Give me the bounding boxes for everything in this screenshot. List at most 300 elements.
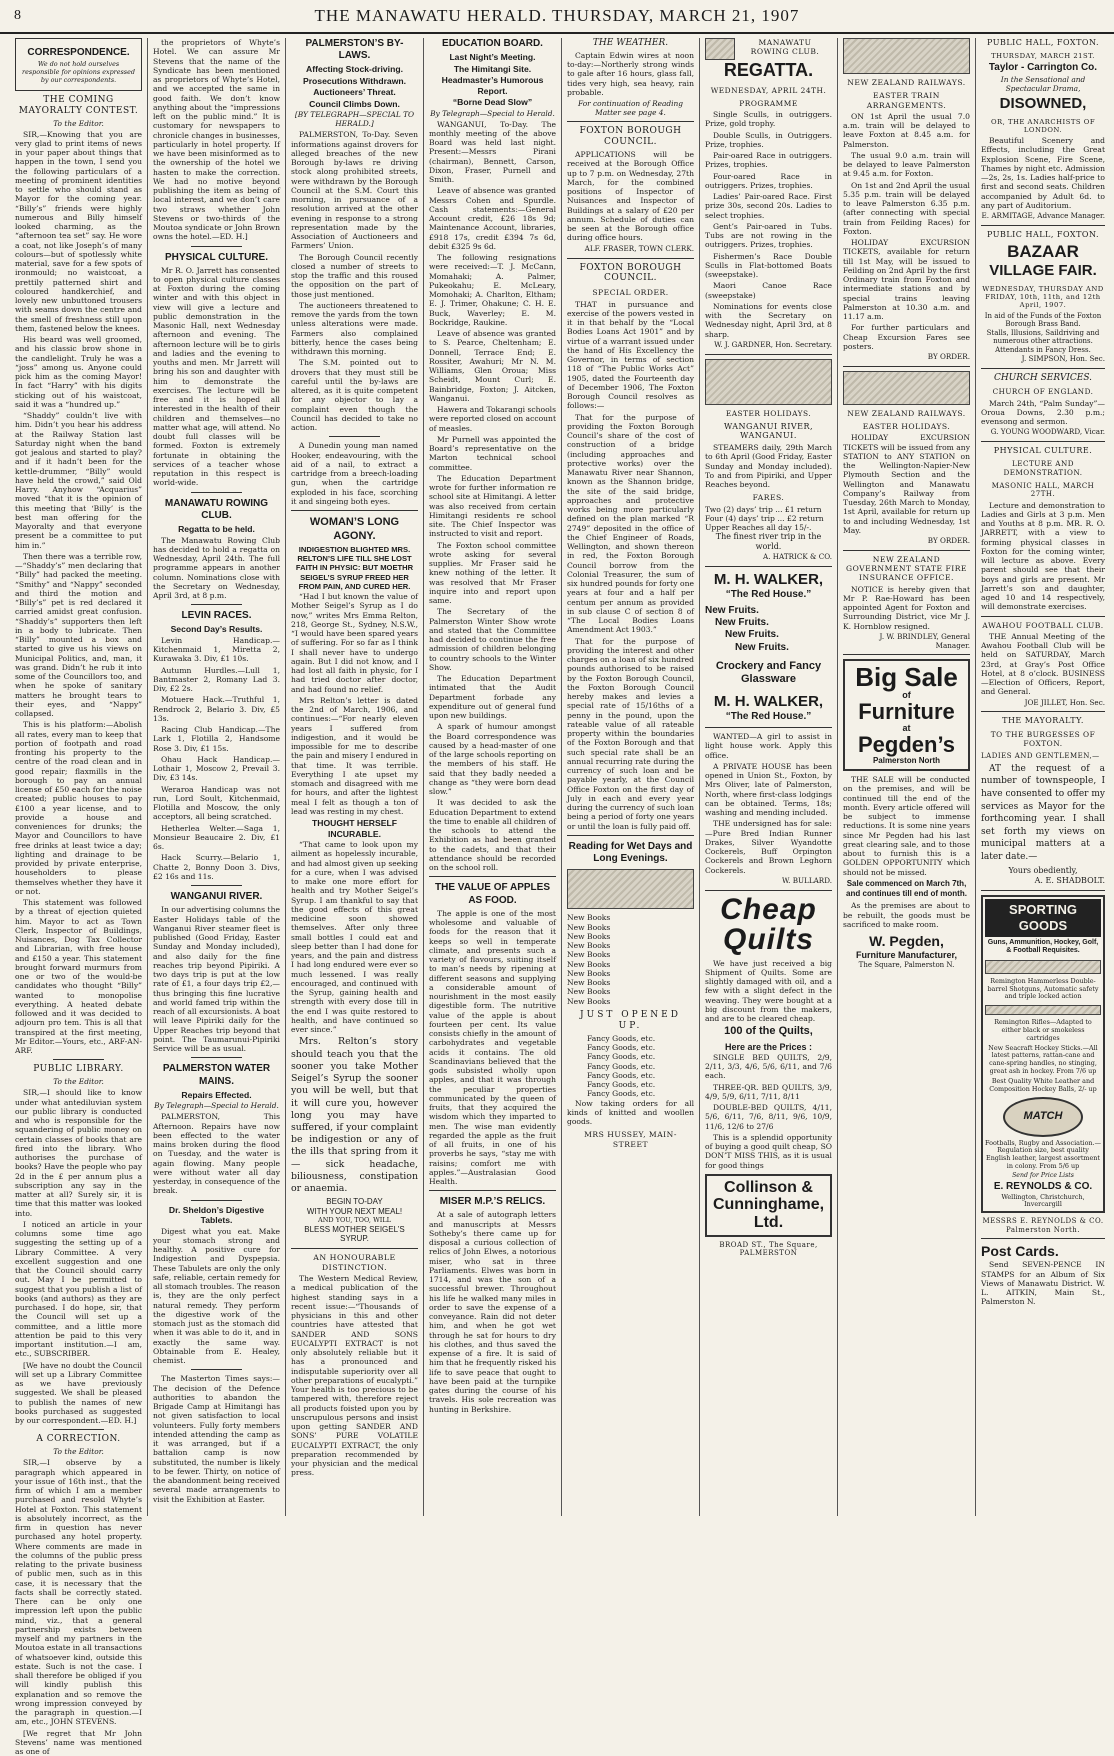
article-heading: WANGANUI RIVER. [170, 891, 263, 903]
divider [981, 225, 1105, 226]
advert-signature: W. J. GARDNER, Hon. Secretary. [714, 339, 832, 349]
race-result: Autumn Hurdles.—Lull 1, Bantmaster 2, Romany Lad 3. Div, £2 2s. [153, 665, 280, 694]
advert-title: M. H. WALKER, [713, 570, 824, 588]
advert-address: The Square, Palmerston N. [858, 961, 955, 970]
article-paragraph: The Manawatu Rowing Club has decided to hold a regatta on Wednesday, April 24th. The full programme appears in another column. Nominations close with the Secretary on Wednesday, April 3rd, at 8 p.m. [153, 535, 280, 601]
advert-line: In the Sensational and Spectacular Drama, [1000, 75, 1086, 94]
advert-subheading: Here are the Prices : [724, 1041, 813, 1052]
article-paragraph: The Secretary of the Palmerston Winter Show wrote and stated that the Committee had decided to continue the free admission of children belonging to country schools to the Winter Show. [429, 607, 556, 672]
list-item: New Books [567, 987, 611, 997]
article-subheading: Auctioneers’ Threat. [313, 87, 396, 98]
advert-paragraph: THE Annual Meeting of the Awahou Football Club will be held on SATURDAY, March 23rd, at Gray’s Post Office Hotel, at 8 o’clock. BUSINESS—Election of Officers, Report, and General. [981, 631, 1105, 697]
letter-paragraph: Then there was a terrible row,—“Shaddy’s” men declaring that “Billy” had packed the meeting. “Smithy” and “Nappy” seconded and third the motion and “Billy’s” pet is red declared it carried amidst great confusion. “Shaddy’s” supporters then left in a body to lubricate. Then “Billy” mounted a box and started to give us his views on Municipal Politics, and, man, it was grand. Didn’t he rub it into some of the Councillors too, and when he spoke of sanitary matters he brought tears to their eyes, and “Nappy” collapsed. [15, 551, 142, 719]
article-paragraph: WANGANUI, To-Day. The monthly meeting of the above Board was held last night. Present:—Messrs Pirani (chairman), Bennett, Carson, Dixon, Fraser, Purnell and Smith. [429, 119, 556, 185]
article-paragraph: Mr R. O. Jarrett has consented to open physical culture classes at Foxton during the coming winter and with this object in view will give a lecture and public demonstration in the Masonic Hall, next Wednesday afternoon and evening. The afternoon lecture will be to girls and ladies and the evening to youths and men. Mr Jarrett will bring his son and daughter with him to demonstrate the exercises. The lecture will be free and it is hoped all interested in the health of their children and themselves—no matter what age, will attend. No doubt full classes will be formed. Foxton is extremely fortunate in obtaining the services of a teacher whose reputation in this respect is world-wide. [153, 265, 280, 488]
advert-title: Post Cards. [981, 1243, 1059, 1260]
notice-paragraph: THAT in pursuance and exercise of the powers vested in it in that behalf by the “Local Bodies Loans Act 1901” and by virtue of a warrant issued under the hand of His Excellency the Governor, in terms of section 118 of “The Public Works Act” 1905, dated the Fourteenth day of December 1906, The Foxton Borough Council resolves as follows:— [567, 299, 694, 411]
advert-line: New Fruits. [735, 641, 789, 653]
programme-item: Maori Canoe Race (sweepstake) [705, 281, 832, 300]
advert-date: WEDNESDAY, THURSDAY AND FRIDAY, 10th, 11th, and 12th April, 1907. [982, 284, 1104, 310]
advert-title: SPORTING GOODS [985, 899, 1101, 937]
advert-signature: A. E. SHADBOLT. [1034, 876, 1105, 886]
letter-paragraph: SIR,—Knowing that you are very glad to print items of news in your paper about things that happen in the town, I send you the following particulars of a meeting of prominent identities to settle who should stand as Mayor for the coming year. “Billy’s” friends were highly numerous and Billy himself looked charming, as the “afternoon tea set” say. He wore a coat, not like Joseph’s of many colours—but of spotlessly white material, save for a few spots of ironmould; no waistcoat, a prettily patterned shirt and coloured handkerchief, and lovely new unbuttoned trousers with seams down the centre and the smell of freshness still upon them, fastened below the knees. [15, 129, 142, 333]
article-subheading: Prosecutions Withdrawn. [302, 75, 407, 86]
shotgun-illustration [985, 960, 1101, 974]
masthead-title: THE MANAWATU HERALD. THURSDAY, MARCH 21, 1907 [314, 6, 800, 25]
masthead [0, 0, 1114, 34]
advert-title: Quilts [722, 922, 814, 956]
article-paragraph: Captain Edwin wires at noon to-day:—Northerly strong winds to gale after 16 hours, glass fall, tides very high, sea heavy, rain probable. [567, 50, 694, 97]
advert-heading: Reading for Wet Days and Long Evenings. [568, 840, 693, 865]
divider [191, 492, 242, 493]
notice-heading: FOXTON BOROUGH COUNCIL. [579, 126, 682, 148]
divider [705, 354, 832, 355]
list-item: Fancy Goods, etc. [587, 1043, 656, 1052]
advert-signature: W. BULLARD. [782, 875, 832, 885]
column-8 [976, 38, 1110, 1516]
list-item: New Books [567, 913, 611, 923]
advert-date: THURSDAY, MARCH 21ST. [991, 51, 1095, 60]
advert-paragraph: As the premises are about to be rebuilt, the goods must be sacrificed to make room. [843, 901, 970, 929]
list-item: New Books [567, 978, 611, 988]
article-paragraph: PALMERSTON, This Afternoon. Repairs have now been effected to the water mains broken during the flood on Tuesday, and the water is again flowing. Many people were without water all day yesterday, in consequence of the break. [153, 1112, 280, 1196]
list-item: New Books [567, 922, 611, 932]
advert-line: LADIES AND GENTLEMEN,— [981, 752, 1100, 761]
article-paragraph: The Masterton Times says:—The decision of the Defence authorities to abandon the Brigade Camp at Himitangi has not given satisfaction to local volunteers. Fully forty members intended attending the camp as it was arranged, but if a battalion camp is now substituted, the number is likely to be fewer. Thirty, on notice of the abandonment being received several made arrangements to visit the Exhibition at Easter. [153, 1374, 280, 1504]
list-item: Fancy Goods, etc. [587, 1052, 656, 1062]
advert-date: WEDNESDAY, APRIL 24TH. [710, 85, 827, 95]
article-heading: PHYSICAL CULTURE. [165, 251, 268, 263]
fare-line: Two (2) days’ trip ... £1 return [705, 504, 822, 514]
advert-paragraph: For further particulars and Cheap Excursion Fares see posters. [843, 323, 970, 351]
list-item: Fancy Goods, etc. [587, 1089, 656, 1099]
advert-paragraph: NOTICE is hereby given that Mr P. Rae-Howard has been appointed Agent for Foxton and Surrounding District, vice Mr J. K. Hornblow resigned. [843, 584, 970, 631]
advert-line: at [902, 723, 911, 734]
divider [191, 1200, 242, 1201]
article-heading: MISER M.P.’S RELICS. [439, 1196, 546, 1208]
letter-to: To the Editor. [53, 1077, 104, 1087]
list-item: Fancy Goods, etc. [587, 1080, 656, 1089]
divider [191, 1369, 242, 1370]
advert-heading: WANGANUI RIVER, WANGANUI. [723, 421, 814, 441]
notice-signature: ALF. FRASER, TOWN CLERK. [584, 243, 694, 253]
divider [705, 566, 832, 567]
advert-subheading: TO THE BURGESSES OF FOXTON. [990, 730, 1096, 749]
pegden-box [843, 659, 970, 771]
advert-line: Furniture Manufacturer, [855, 950, 957, 961]
column-7 [838, 38, 976, 1516]
article-paragraph: A Dunedin young man named Hooker, endeavouring, with the aid of a nail, to extract a cartridge from a breech-loading gun, when the cartridge exploded in his face, scorching it and singeing both eyes. [291, 441, 418, 506]
advert-title: M. H. WALKER, [713, 692, 824, 710]
article-paragraph: It was decided to ask the Education Department to extend the time to enable all children of the schools to attend the Exhibition as had been granted to the cadets, and that their attendance should be recorded on the school roll. [429, 798, 556, 873]
list-item: New Books [567, 950, 611, 960]
notice-paragraph: That for the purpose of providing the Foxton Borough Council’s share of the cost of construction of a bridge (including approaches and protective works) over the Manawatu River near Shannon, known as the Shannon bridge, the site of the said bridge, approaches and protective works being more particularly defined on the plan marked “R 2749” deposited in the office of the Chief Engineer of Roads, Wellington, and shown thereon in red, the Foxton Borough Council borrow from the Colonial Treasurer, the sum of six hundred pounds for forty one years at four and a half per centum per annum as provided in sub clause C of section 8 of “The Local Bodies Loans Amendment Act 1903.” [567, 412, 694, 635]
price-line: DOUBLE-BED QUILTS, 4/11, 5/6, 6/11, 7/6, 8/11, 9/6, 10/9, 11/6, 12/6 to 27/6 [705, 1103, 832, 1131]
list-item: Fancy Goods, etc. [587, 1061, 656, 1071]
advert-paragraph: Mrs Relton’s letter is dated the 2nd of March, 1906, and continues:—“For nearly eleven years I suffered from indigestion, and it would be impossible for me to describe the pain and misery I endured in that time. It was terrible. Everything I ate upset my stomach and disagreed with me for hours, and after the lightest meal I felt as though a ton of lead was resting in my chest. [291, 695, 418, 816]
article-paragraph: The auctioneers threatened to remove the yards from the town unless alterations were made. Farmers also complained bitterly, hence the cases being withdrawn this morning. [291, 300, 418, 357]
advert-line: Best Quality White Leather and Composition Hockey Balls, 2/- up [989, 1076, 1097, 1093]
advert-line: 100 of the Quilts, [724, 1025, 813, 1038]
advert-subtitle: OR, THE ANARCHISTS OF LONDON. [990, 117, 1096, 134]
article-subheading: Headmaster’s Humorous Report. [441, 75, 544, 96]
article-paragraph: The S.M. pointed out to drovers that they must still be careful until the by-laws are altered, as it is quite competent for any objector to lay a complaint even though the Council has decided to take no action. [291, 358, 418, 433]
divider [53, 1429, 104, 1430]
article-paragraph: Mr Purnell was appointed the Board’s representative on the Marton technical school committee. [429, 434, 556, 472]
divider [567, 835, 694, 836]
advert-signature: MRS HUSSEY, MAIN-STREET [584, 1130, 677, 1149]
advert-subtitle: “The Red House.” [725, 710, 812, 722]
article-heading: MANAWATU ROWING CLUB. [164, 497, 269, 521]
list-item: New Books [567, 996, 611, 1006]
divider [843, 550, 970, 551]
advert-paragraph: HOLIDAY EXCURSION TICKETS, available for return till 1st May, will be issued to Feilding on 2nd April by the first Ordinary train from Foxton and intermediate stations and by special trains leaving Palmerston at 10.30 a.m. and 11.17 a.m. [843, 238, 970, 321]
list-item: New Books [567, 931, 611, 941]
advert-paragraph: This is a splendid opportunity of buying a good quilt cheap, SO DON’T MISS THIS, as it is usual for good things [705, 1132, 832, 1170]
programme-item: Single Sculls, in outriggers. Prize, gold trophy. [705, 110, 832, 129]
advert-line: Footballs, Rugby and Association.—Regulation size, best quality English leather, largest assortment in colony. From 5/6 up [985, 1138, 1101, 1170]
advert-subheading: Guns, Ammunition, Hockey, Golf, & Football Requisites. [987, 938, 1099, 955]
list-item: Fancy Goods, etc. [587, 1033, 656, 1043]
advert-line: Remington Rifles—Adapted to either black or smokeless cartridges [994, 1018, 1092, 1042]
advert-subheading: EASTER HOLIDAYS. [862, 422, 951, 432]
advert-heading: PUBLIC HALL, FOXTON. [986, 229, 1100, 239]
advert-address: BROAD ST., The Square, PALMERSTON [719, 1240, 818, 1258]
letter-to: To the Editor. [53, 118, 104, 128]
correspondence-heading: CORRESPONDENCE. [27, 47, 130, 58]
advert-paragraph: March 24th, “Palm Sunday”—Oroua Downs, 2.30 p.m.; evensong and sermon. [981, 398, 1105, 427]
advert-title: E. REYNOLDS & CO. [993, 1181, 1093, 1193]
advert-line: AND YOU, TOO, WILL [318, 1215, 391, 1224]
race-result: Hack Scurry.—Belario 1, Chatte 2, Bonny Doon 3. Divs, £2 16s and 11s. [153, 853, 280, 881]
article-paragraph: In our advertising columns the Easter Holidays table of the Wanganui River steamer fleet is published (Good Friday, Easter Sunday and Monday included), and also daily for the fine reaches trip beyond Pipiriki. A two days trip is put at the low rate of £1, a four days trip £2,—thus bringing this fine lucrative and world famed trip within the reach of all excursionists. A boat will leave Pipiriki daily for the Upper Reaches trip beyond that point. The Taumarunui-Pipiriki Service will be as usual. [153, 905, 280, 1054]
divider [981, 890, 1105, 891]
continuation-note: For continuation of Reading Matter see page 4. [577, 99, 684, 118]
article-paragraph: The Foxton school committee wrote asking for several supplies. Mr Fraser said he knew nothing of the letter. It was resolved that Mr Fraser inquire into and report upon same. [429, 540, 556, 606]
column-4 [424, 38, 562, 1516]
divider [291, 1248, 418, 1249]
advert-paragraph: THE undersigned has for sale:—Pure Bred Indian Runner Drakes, Silver Wyandotte Cockerels, Buff Orpington Cockerels and Brown Leghorn Cockerels. [705, 819, 832, 875]
notice-paragraph: That for the purpose of providing the interest and other charges on a loan of six hundred pounds authorised to be raised by the Foxton Borough Council, the Foxton Borough Council hereby makes and levies a special rate of 15/16ths of a penny in the pound, upon the rateable value of all rateable property within the boundaries of the Foxton Borough and that such special rate shall be an annual recurring rate during the currency of such loan and be payable yearly, at the Council Office Foxton on the first day of July in each and every year during the currency of such loan being a period of forty one years or until the loan is fully paid off. [567, 636, 694, 831]
advert-line: Yours obediently, [1008, 865, 1078, 875]
advert-title: BAZAAR [1007, 241, 1079, 261]
divider [843, 654, 970, 655]
advert-subheading: EASTER TRAIN ARRANGEMENTS. [866, 91, 947, 110]
race-result: Motuere Hack.—Truthful 1, Rendrock 2, Belario 3. Div, £5 13s. [153, 695, 280, 723]
advert-date: MASONIC HALL, MARCH 27TH. [991, 481, 1095, 499]
advert-paragraph: Nominations for events close with the Secretary on Wednesday night, April 3rd, at 8 sharp. [705, 301, 832, 339]
article-paragraph: The following resignations were received:—T. J. McCann, Momahaki; A. Palmer, Pukeokahu; E. McLeary, Momohaki; A. Charlton, Eltham; E. J. Trimer, Ohakune; C. H. E. Buck, Waverley; E. M. Bockridge, Raukine. [429, 253, 556, 327]
list-item: New Books [567, 968, 611, 978]
advert-signature: J. W. BRINDLEY, General Manager. [879, 631, 970, 650]
advert-subheading: INDIGESTION BLIGHTED MRS. RELTON’S LIFE TILL SHE LOST FAITH IN PHYSIC: BUT MOETHR SEIGEL’S SYRUP FREED HER FROM PAIN, AND CURED HER. [295, 544, 414, 591]
telegraph-line: [BY TELEGRAPH—SPECIAL TO HERALD.] [294, 110, 415, 129]
advert-paragraph: HOLIDAY EXCURSION TICKETS will be issued from any STATION to ANY STATION on the Wellington-Napier-New Plymouth Section and the Wellington and Manawatu Company’s Railway from Tuesday, 26th March to Monday, 1st April, available for return up to and including Wednesday, 1st May. [843, 433, 970, 535]
advert-paragraph: Send SEVEN-PENCE IN STAMPS for an Album of Six Views of Manawatu District. W. L. AITKIN, Main St., Palmerston N. [981, 1260, 1105, 1307]
article-paragraph: The Education Department intimated that the Audit Department forbade any expenditure out of general fund upon new buildings. [429, 674, 556, 721]
divider [429, 876, 556, 877]
divider [981, 441, 1105, 442]
divider [191, 246, 242, 247]
advert-paragraph: Lecture and demonstration to Ladies and Girls at 3 p.m. Men and Youths at 8 p.m. MR. R. O. JARRETT, with a view to forming physical classes in Foxton for the coming winter, will lecture as above. Every parent should see that their boys and girls are present. Mr Jarrett’s son and daughter, aged 10 and 14 respectively, will demonstrate exercises. [981, 500, 1105, 612]
article-subheading: Last Night’s Meeting. [449, 52, 536, 63]
advert-line: WITH YOUR NEXT MEAL! [306, 1207, 403, 1216]
crest-illustration [705, 38, 735, 60]
article-paragraph: Digest what you eat. Make your stomach strong and healthy. A positive cure for Indigestion and Dyspepsia. These Tabulets are only the only safe, reliable, certain remedy for all stomach troubles. The reason is, they are the only perfect natural remedy. They perform the digestive work of the stomach just as the stomach did when it was able to do it, and in exactly the same way. Obtainable from E. Healey, chemist. [153, 1226, 280, 1366]
advert-title: W. Pegden, [869, 933, 944, 950]
rifle-illustration [985, 1005, 1101, 1015]
advert-paragraph: “Had I but known the value of Mother Seigel’s Syrup as I do now,” writes Mrs Emma Relton, 218, George St., Sydney, N.S.W., “I would have been spared years of suffering. For so far as I think I shall never have to undergo again. But I did not know, and I had lost all faith in physic, for I had tried doctor after doctor, and had found no relief. [291, 592, 418, 694]
letter-title: A CORRECTION. [36, 1434, 121, 1445]
divider [981, 711, 1105, 712]
advert-signature: BY ORDER. [927, 536, 970, 546]
advert-paragraph: Beautiful Scenery and Effects, including the Great Explosion Scene, Fire Scene, Thames by night etc. Admission—2s, 2s, 1s. Ladies half-price to first and second seats. Children accompanied by Adult 6d. to any part of Auditorium. [981, 136, 1105, 210]
correspondence-box [15, 38, 142, 91]
advert-heading: PHYSICAL CULTURE. [993, 446, 1093, 456]
list-item: New Books [567, 959, 611, 969]
advert-line: Sale commenced on March 7th, and continues till end of month. [846, 878, 967, 898]
advert-paragraph: “That came to look upon my ailment as hopelessly incurable, and had almost given up seeking for a cure, when I was advised to make one more effort for health and try Mother Seigel’s Syrup. I am thankful to say that the good effects of this great medicine soon showed themselves. After only three small bottles I could eat and sleep better than I had done for years, and the pain and distress I had long endured were ever so much lessened. I was really encouraged, and continued with the Syrup, gaining health and strength with every dose till in the end I was quite restored to health, and have continued so ever since.” [291, 840, 418, 1035]
advert-signature: E. ARMITAGE, Advance Manager. [981, 211, 1105, 221]
bookshelf-illustration [567, 869, 694, 909]
notice-heading: FOXTON BOROUGH COUNCIL. [579, 262, 682, 284]
advert-paragraph: We have just received a big Shipment of Quilts. Some are slightly damaged with oil, and a few with a slight defect in the weaving. They were bought at a big discount from the makers, and are to be cleared cheap. [705, 958, 832, 1024]
advert-subheading: PROGRAMME [739, 98, 798, 108]
advert-heading: MANAWATU ROWING CLUB. [750, 38, 820, 57]
advert-heading: NEW ZEALAND GOVERNMENT STATE FIRE INSURANCE OFFICE. [846, 554, 967, 583]
advert-line: New Fruits. [705, 605, 759, 617]
advert-heading: NEW ZEALAND RAILWAYS. [847, 78, 966, 87]
programme-item: Pair-oared Race in outriggers. Prizes, trophies. [705, 151, 832, 170]
race-result: Hetherlea Welter.—Saga 1, Monsieur Beaucaire 2. Div, £1 6s. [153, 823, 280, 852]
steamer-illustration [705, 359, 832, 405]
book-list [567, 913, 694, 1006]
telegraph-line: By Telegraph—Special to Herald. [154, 1101, 279, 1111]
article-paragraph: At a sale of autograph letters and manuscripts at Messrs Sotheby’s there came up for disposal a curious collection of relics of John Elwes, a notorious miser, who sat in three Parliaments. Elwes was born in 1714, and was the son of a successful brewer. Throughout his life he walked many miles in order to save the expense of a conveyance. Rain did not deter him, and when he got wet through he sat for hours to dry his clothes, and thus saved the expense of a fire. It is said of him that he frequently risked his life to save peace that ought to have been paid at the turnpike gates during the course of his travels. His sole recreation was hunting in Berkshire. [429, 1210, 556, 1414]
advert-signature: J. SIMPSON, Hon. Sec. [1021, 354, 1105, 364]
advert-line: Stalls, Illusions, Saildriving and numerous other attractions. [986, 328, 1100, 346]
fare-line: Four (4) days’ trip ... £2 return [705, 513, 824, 523]
divider [981, 1238, 1105, 1239]
advert-paragraph: Mrs. Relton’s story should teach you that the sooner you take Mother Seigel’s Syrup the sooner you will be well, but that it will cure you, however long you may have suffered, if your complaint be indigestion or any of the ills that spring from it — sick headache, biliousness, constipation or anaemia. [291, 1036, 418, 1195]
page-number: 8 [14, 8, 22, 23]
advert-line: In aid of the Funds of the Foxton Borough Brass Band. [984, 311, 1102, 329]
letter-to: To the Editor. [53, 1447, 104, 1457]
divider [191, 1057, 242, 1058]
article-paragraph: the proprietors of Whyte’s Hotel. We can assure Mr Stevens that the name of the Syndicate has been mentioned as proprietors of Whyte’s Hotel, and we accepted the same in good faith. We don’t know anything about the “impressions left on the public mind.” It is customary for newspapers to chronicle changes in businesses, particularly in hotel property. If we have been misinformed as to the ownership of the hotel we hasten to make the correction. We had no motive beyond publishing the item as being of local interest, and we don’t care two straws whether John Stevens or two-thirds of the Moutoa syndicate or John Brown owns the hotel.—ED. H.] [153, 38, 280, 242]
advert-paragraph: WANTED—A girl to assist in light house work. Apply this office. [705, 732, 832, 760]
column-5 [562, 38, 700, 1516]
article-subheading: Regatta to be held. [178, 524, 255, 535]
football-label: MATCH [1023, 1109, 1063, 1122]
advert-line: Send for Price Lists [1012, 1171, 1074, 1179]
divider [981, 616, 1105, 617]
advert-paragraph: AT the request of a number of townspeople, I have consented to offer my services as Mayor for the forthcoming year. I shall set forth my views on municipal matters at a later date.— [981, 763, 1105, 862]
train-illustration [843, 38, 970, 74]
advert-line: New Fruits. [715, 617, 769, 629]
advert-signature: JOE JILLET, Hon. Sec. [1024, 697, 1105, 707]
price-line: SINGLE BED QUILTS, 2/9, 2/11, 3/3, 4/6, 5/6, 6/11, and 7/6 each. [705, 1052, 832, 1081]
divider [567, 121, 694, 122]
advert-subheading: FARES. [752, 493, 785, 503]
advert-title: Pegden’s [858, 732, 955, 758]
divider [705, 727, 832, 728]
article-heading: AN HONOURABLE DISTINCTION. [313, 1253, 396, 1272]
advert-paragraph: THE SALE will be conducted on the premises, and will be continued till the end of the month. Every article offered will be subject to immense reductions. It is some nine years since Mr Pegden had his last great clearing sale, and to those about to furnish this is a GOLDEN OPPORTUNITY which should not be missed. [843, 775, 970, 877]
article-subheading: The Himitangi Site. [453, 63, 532, 74]
article-subheading: Council Climbs Down. [309, 98, 400, 109]
article-heading: LEVIN RACES. [181, 610, 252, 622]
advert-signature: G. YOUNG WOODWARD, Vicar. [990, 427, 1105, 437]
notice-subheading: SPECIAL ORDER. [592, 288, 669, 298]
programme-item: Gent’s Pair-oared in Tubs. Tubs are not rowing in the outriggers. Prizes, trophies. [705, 221, 832, 250]
divider [191, 885, 242, 886]
advert-line: Remington Hammerless Double-barrel Shotguns, Automatic safety and triple locked action [987, 976, 1099, 1001]
advert-heading: CHURCH SERVICES. [993, 372, 1093, 383]
column-6 [700, 38, 838, 1516]
letter-paragraph: SIR,—I should like to know under what antediluvian system our public library is conducted and who is responsible for the squandering of public money on certain classes of books that are fired into the library. Who authorises the purchase of books? Have the people who pay 2d in the £ per annum plus a subscription any say in the matter at all? Surely sir, it is time that this matter was looked into. [15, 1088, 142, 1218]
article-heading: PALMERSTON WATER MAINS. [162, 1063, 271, 1087]
article-heading: PALMERSTON’S BY-LAWS. [305, 38, 404, 62]
article-subheading: Second Day’s Results. [170, 624, 263, 635]
sporting-box [981, 895, 1105, 1213]
programme-item: Double Sculls, in Outriggers. Prize, trophies. [705, 130, 832, 149]
article-subheading: Affecting Stock-driving. [306, 64, 403, 75]
list-item: New Books [567, 941, 611, 951]
letter-paragraph: His beard was well groomed, and his classic brow shone in the candlelight. Truly he was a “joss” among us. Anyone could pick him as the coming Mayor! In fact “Harry” with his digits sticking out of his waistcoat, said it was a “hundred up.” [15, 335, 142, 409]
advert-line: Palmerston North [872, 756, 941, 766]
advert-heading: NEW ZEALAND RAILWAYS. [847, 408, 966, 418]
goods-list [567, 1034, 694, 1099]
advert-subheading: LECTURE AND DEMONSTRATION. [1003, 459, 1083, 477]
article-paragraph: The Education Department wrote for further information re school site at Himitangi. A letter was also received from certain Himitangi residents re school site. The Chief Inspector was instructed to visit and report. [429, 473, 556, 539]
editor-note: [We regret that Mr John Stevens’ name was mentioned as one of [15, 1728, 142, 1756]
article-paragraph: The apple is one of the most wholesome and valuable of foods for the reason that it keeps so well in temperate climate, and presents such a variety of flavours, suiting itself to man’s needs by ripening at different seasons and supplying a considerable amount of nourishment in the most easily digestible form. The nutritive value of the apple is about fourteen per cent. Its value consists chiefly in the amount of carbohydrates and vegetable acids it contains. The old Scandinavians believed that the gods subsisted wholly upon apples, and that it was through the peculiar properties communicated by the queen of fruits, that they acquired the wisdom which they imparted to men. The wise man evidently regarded the apple as the fruit of all fruits, in one of his proverbs he says, “stay me with raisins; comfort me with apples.”—Australasian Good Health. [429, 908, 556, 1187]
advert-title: Big Sale [855, 662, 958, 693]
article-heading: EDUCATION BOARD. [442, 38, 543, 49]
list-item: Fancy Goods, etc. [587, 1070, 656, 1080]
letter-paragraph: This is his platform:—Abolish all rates, every man to keep that portion of footpath and road fronting his property to the centre of the road clean and in good repair; flaxmills in the borough to pay an annual license of £50 each for the noise created; public houses to pay £100 a year license, and to provide a house and conveniences for drunks; the Mayor and Councillors to have free drinks at least twice a day; lighting and drainage to be provided by private enterprise, householders to please themselves whether they have it or not. [15, 720, 142, 896]
advert-paragraph: On 1st and 2nd April the usual 5.35 p.m. train will be delayed to leave Palmerston 6.35 p.m. (after connecting with special train from Feilding Races) for Foxton. [843, 180, 970, 236]
advert-paragraph: A PRIVATE HOUSE has been opened in Union St., Foxton, by Mrs Oliver, late of Palmerston, North, where first-class lodgings can be obtained. Terms, 18s; washing and mending included. [705, 761, 832, 818]
telegraph-line: By Telegraph—Special to Herald. [430, 108, 555, 118]
train-illustration [843, 371, 970, 405]
article-heading: THE VALUE OF APPLES AS FOOD. [434, 882, 550, 906]
advert-line: MESSRS E. REYNOLDS & CO. Palmerston North. [982, 1217, 1104, 1234]
divider [329, 436, 380, 437]
article-paragraph: The Borough Council recently closed a number of streets to stop the traffic and this roused the opposition on the part of those just mentioned. [291, 252, 418, 299]
article-paragraph: Leave of absence was granted to S. Pearce, Cheltenham; E. Donnell, Terrace End; E. Rossiter, Awahuri; Mr N. M. Williams, Glen Oroua; Miss Scheidt, Mount Curl; E. Bainbridge, Foxton; J. Aitcken, Wanganui. [429, 329, 556, 403]
advert-heading: PUBLIC HALL, FOXTON. [986, 38, 1100, 47]
divider [843, 366, 970, 367]
advert-signature: A. HATRICK & CO. [763, 551, 832, 561]
column-1 [10, 38, 148, 1756]
divider [291, 510, 418, 511]
advert-paragraph: ON 1st April the usual 7.0 a.m. train will be delayed to leave Foxton at 8.45 a.m. for Palmerston. [843, 111, 970, 149]
columns [10, 38, 1110, 1756]
advert-heading: JUST OPENED UP. [580, 1009, 681, 1031]
advert-line: New Seacraft Hockey Sticks.—All latest patterns, rattan-cane and cane-spring handles, no stinging, great ash in hockey. From 7/6 up [988, 1043, 1098, 1076]
letter-title: PUBLIC LIBRARY. [33, 1064, 124, 1075]
advert-title: Collinson & Cunninghame, Ltd. [712, 1178, 825, 1231]
column-3 [286, 38, 424, 1516]
article-paragraph: Hawera and Tokarangi schools were reported closed on account of measles. [429, 405, 556, 433]
letter-paragraph: This statement was followed by a threat of ejection quieted him. Mayor to act as Town Clerk, Inspector of Buildings, Nuisances, Dog Tax Collector and Librarian, with free house and £150 a year. This statement brought forward murmurs from one or two of the would-be candidates who thought “Billy” wanted to monopolise everything. A heated debate followed and it was decided to adjourn pro tem. This is all that transpired at the first meeting, Mr Editor.—Yours, etc., ARF-AN-ARF. [15, 898, 142, 1056]
advert-heading: THE MAYORALTY. [1002, 716, 1084, 726]
article-paragraph: A spark of humour amongst the Board correspondence was caused by a head-master of one of the large schools reporting on the members of his staff. He said that they badly needed a change as “they were born dead slow.” [429, 722, 556, 797]
notice-paragraph: APPLICATIONS will be received at the Borough Office up to 7 p.m. on Wednesday, 27th March, for the combined positions of Inspector of Nuisances and Inspector of Buildings at a salary of £20 per annum. Schedule of duties can be seen at the Borough office during office hours. [567, 150, 694, 243]
programme-item: Four-oared Race in outriggers. Prizes, trophies. [705, 171, 832, 190]
race-result: Levin Handicap.—Kitchenmaid 1, Miretta 2, Kurawaka 3. Div, £1 10s. [153, 635, 280, 664]
fare-line: Upper Reaches all day 15/-. [705, 523, 812, 533]
letter-paragraph: “Shaddy” couldn’t live with him. Didn’t you hear his address at the Railway Station last Saturday night when the band got jealous and started to play? and if it hadn’t been for the kettle-drummer, “Billy” would have held the crowd,” said Old Harry. Anyhow “Acquarius” moved “that it is the opinion of this meeting that ‘Billy’ is the best man offering for the Mayoralty and that everyone present be a committee to put him in.” [15, 411, 142, 550]
advert-heading: WOMAN’S LONG AGONY. [309, 516, 400, 542]
article-subheading: “Borne Dead Slow” [452, 97, 533, 108]
advert-subheading: EASTER HOLIDAYS. [725, 408, 812, 418]
divider [981, 368, 1105, 369]
editor-note: [We have no doubt the Council will set up a Library Committee as we have previously suggested. We shall be pleased to publish the names of new books purchased as suggested by our correspondent.—ED. H.] [15, 1360, 142, 1426]
advert-paragraph: The usual 9.0 a.m. train will be delayed to leave Palmerston at 9.45 a.m. for Foxton. [843, 150, 970, 179]
column-2 [148, 38, 286, 1516]
article-paragraph: The Western Medical Review, a medical publication of the highest standing says in a recent issue:—“Thousands of physicians in this and other countries have attested that SANDER AND SONS EUCALYPTI EXTRACT is not only absolutely reliable but it has a pronounced and indisputable superiority over all other preparations of eucalypti.” Your health is too precious to be tampered with, therefore reject all products foisted upon you by unscrupulous persons and insist upon getting SANDER AND SONS’ PURE VOLATILE EUCALYPTI EXTRACT, the only preparation recommended by your physician and the medical press. [291, 1274, 418, 1478]
letter-paragraph: SIR,—I observe by a paragraph which appeared in your issue of 16th inst., that the firm of which I am a member purchased and resold Whyte’s Hotel at Foxton. This statement is absolutely incorrect, as the firm in question has never purchased any hotel property. Where comments are made in the columns of the public press relating to the private business of public men, such as in this case, it is necessary that the facts shall be correctly stated. There can be only one impression left upon the public mind, viz., that a general partnership exists between myself and my partners in the Moutoa estate in all transactions of whatsoever kind, outside this estate. Such is not the case. I shall therefore be obliged if you will kindly publish this explanation and so remove the wrong impression conveyed by the paragraph in question.—I am, etc., JOHN STEVENS. [15, 1458, 142, 1727]
advert-line: Attendants in Fancy Dress. [995, 345, 1091, 354]
advert-heading: AWAHOU FOOTBALL CLUB. [982, 620, 1104, 630]
advert-title: REGATTA. [723, 60, 814, 80]
price-line: THREE-QR. BED QUILTS, 3/9, 4/9, 5/9, 6/11, 7/11, 8/11 [705, 1082, 832, 1101]
football-icon [1003, 1097, 1083, 1137]
advert-title: Taylor - Carrington Co. [988, 62, 1098, 74]
advert-line: of [902, 690, 911, 701]
advert-line: BEGIN TO-DAY [326, 1197, 383, 1207]
advert-subheading: THOUGHT HERSELF INCURABLE. [312, 818, 397, 839]
letter-paragraph: I noticed an article in your columns some time ago suggesting the setting up of a Library Committee. A very excellent suggestion and one that the Council should carry out. May I be permitted to suggest that you publish a list of books (and authors) as they are purchased. I do hope, sir, that the Council will set up a committee, and a little more attention be paid to this very important institution.—I am, etc., SUBSCRIBER. [15, 1219, 142, 1359]
collinson-box [705, 1174, 832, 1237]
advert-address: Wellington, Christchurch, Invercargill [1001, 1192, 1085, 1209]
advert-title: Furniture [858, 699, 955, 725]
advert-line: BLESS MOTHER SEIGEL’S SYRUP. [304, 1224, 405, 1244]
letter-title: THE COMING MAYORALTY CONTEST. [18, 94, 139, 116]
article-heading: THE WEATHER. [592, 38, 669, 48]
article-subheading: Repairs Effected. [181, 1089, 252, 1100]
advert-title: Cheap [720, 892, 817, 926]
advert-line: New Fruits. [725, 629, 779, 641]
programme-item: Ladies’ Pair-oared Race. First prize 30s, second 20s. Ladies to select trophies. [705, 192, 832, 220]
advert-title: VILLAGE FAIR. [989, 262, 1097, 280]
race-result: Racing Club Handicap.—The Lark 1, Flotilla 2, Handsome Rose 3. Div, £1 15s. [153, 725, 280, 753]
advert-signature: BY ORDER. [927, 352, 970, 361]
divider [429, 1190, 556, 1191]
advert-paragraph: Now taking orders for all kinds of knitted and woollen goods. [567, 1098, 694, 1126]
advert-line: Crockery and Fancy Glassware [715, 659, 822, 686]
divider [705, 890, 832, 891]
race-result: Weraroa Handicap was not run, Lord Soult, Kitchenmaid, Flotilla and Moscow, the only acceptors, all being scratched. [153, 784, 280, 822]
article-heading: Dr. Sheldon’s Digestive Tablets. [168, 1204, 265, 1226]
article-paragraph: PALMERSTON, To-Day. Seven informations against drovers for alleged breaches of the new Borough by-laws re driving stock along prohibited streets, were withdrawn by the Borough Council at the S.M. Court this morning, in pursuance of a resolution arrived at the other evening in response to a strong representation made by the Association of Auctioneers and Farmers’ Union. [291, 130, 418, 251]
programme-item: Fishermen’s Race Double Sculls in Flat-bottomed Boats (sweepstake). [705, 251, 832, 280]
advert-subtitle: “The Red House.” [725, 588, 812, 600]
advert-paragraph: STEAMERS daily, 29th March to 6th April (Good Friday, Easter Sunday and Monday included). To and from Pipiriki, and Upper Reaches beyond. [705, 443, 832, 490]
divider [191, 604, 242, 605]
advert-subheading: CHURCH OF ENGLAND. [992, 386, 1094, 396]
advert-line: The finest river trip in the world. [715, 532, 822, 552]
divider [53, 1059, 104, 1060]
advert-title: DISOWNED, [999, 95, 1087, 113]
article-paragraph: Leave of absence was granted Messrs Cohen and Spurdle. Cash statements:—General Account credit, £26 18s 9d; Maintenance Account, libraries, £918 17s, credit £394 7s 6d, debit £325 9s 6d. [429, 186, 556, 251]
race-result: Ohau Hack Handicap.—Lothair 1, Moscow 2, Prevail 3. Div, £3 14s. [153, 754, 280, 783]
divider [567, 258, 694, 259]
correspondence-disclaimer: We do not hold ourselves responsible for opinions expressed by our correspondents. [22, 60, 135, 84]
